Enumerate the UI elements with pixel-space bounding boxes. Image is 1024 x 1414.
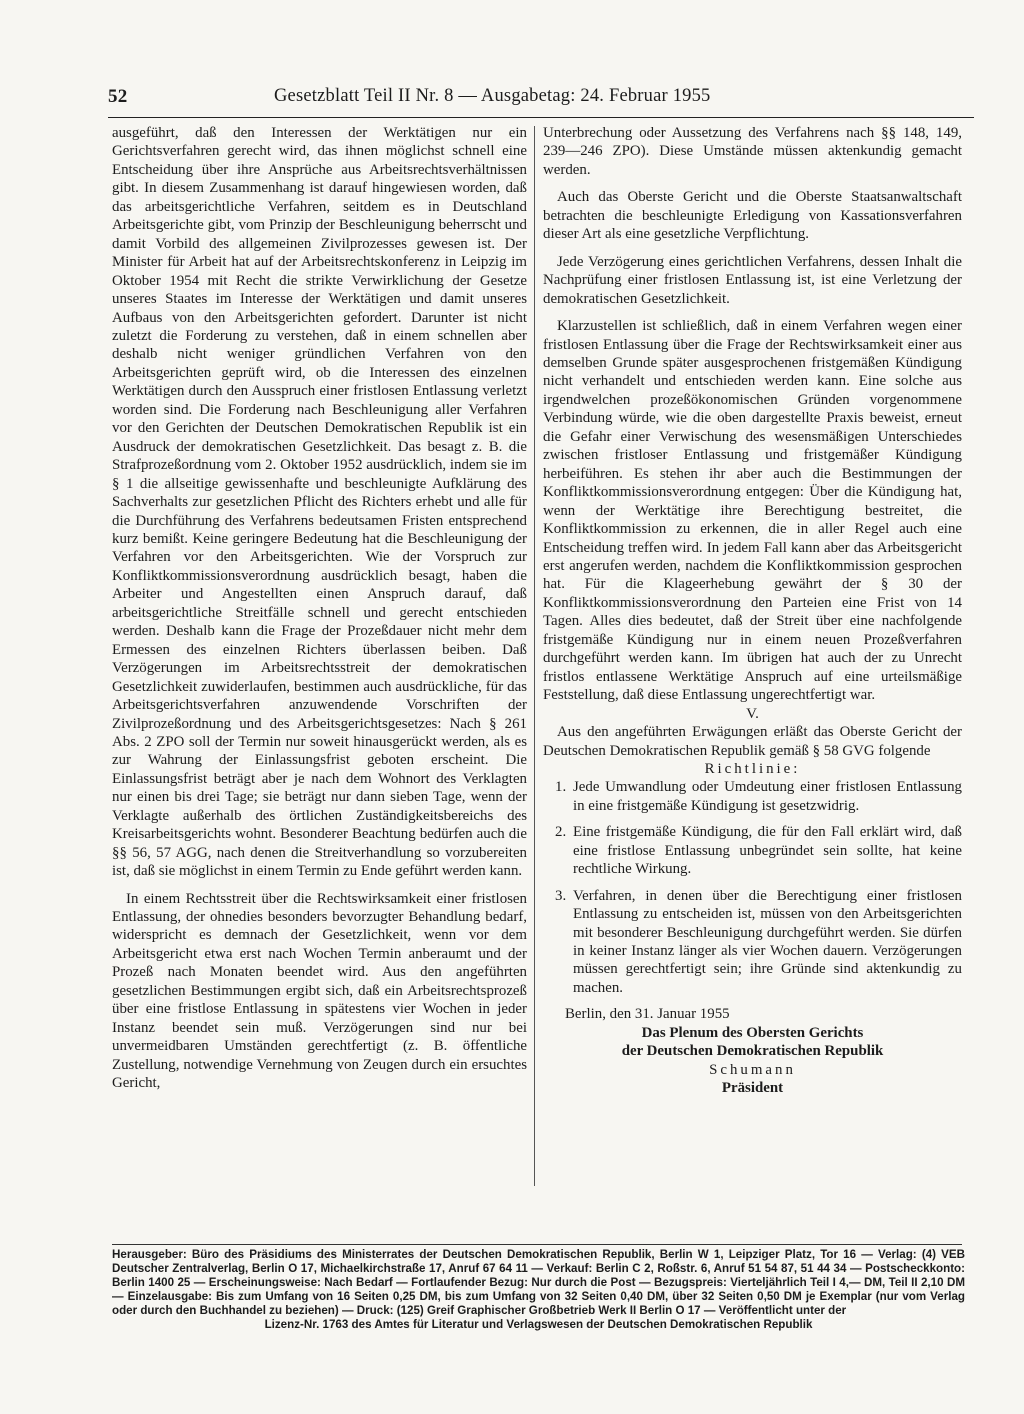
directive-item <box>543 823 962 878</box>
left-paragraph-1: ausgeführt, daß den Interessen der Werktätigen nur ein Gerichtsverfahren gerecht wird, das ihnen möglichst schnell eine Entscheidung über ihre Ansprüche aus Arbeitsrechtsverhältnissen gibt. In diesem Zusammenhang ist darauf hingewiesen worden, daß das arbeitsgerichtliche Verfahren, seitdem es in Deutschland Arbeitsgerichte gibt, vom Prinzip der Beschleunigung beherrscht und damit Vorbild des allgemeinen Zivilprozesses gewesen ist. Der Minister für Arbeit hat auf der Arbeitsrechtskonferenz in Leipzig im Oktober 1954 mit Recht die strikte Verwirklichung der Gesetze unseres Staates im Interesse der Werktätigen und damit unseres Aufbaus von den Arbeitsgerichten gefordert. Darunter ist nicht zuletzt die Forderung zu verstehen, daß in einem schnellen aber deshalb nicht weniger gründlichen Verfahren von den Arbeitsgerichten geprüft wird, ob die Interessen des einzelnen Werktätigen durch den Ausspruch einer fristlosen Entlassung verletzt worden sind. Die Forderung nach Beschleunigung aller Verfahren vor den Gerichten der Deutschen Demokratischen Republik ist ein Ausdruck der demokratischen Gesetzlichkeit. Das besagt z. B. die Strafprozeßordnung vom 2. Oktober 1952 ausdrücklich, indem sie im § 1 die allseitige gewissenhafte und beschleunigte Aufklärung des Sachverhalts zur gesetzlichen Pflicht des Richters erhebt und alle für die Durchführung des Verfahrens bedeutsamen Fristen entsprechend kurz bemißt. Keine geringere Bedeutung hat die Beschleunigung der Verfahren vor den Arbeitsgerichten. Wie der Vorspruch zur Konfliktkommissionsverordnung ausdrücklich besagt, haben die Arbeiter und Angestellten einen Anspruch darauf, daß arbeitsgerichtliche Streitfälle schnell und gerecht entschieden werden. Deshalb kann die Frage der Prozeßdauer nicht mehr dem Ermessen des einzelnen Richters überlassen beiben. Daß Verzögerungen im Arbeitsrechtsstreit der demokratischen Gesetzlichkeit zuwiderlaufen, bestimmen auch ausdrückliche, für das Arbeitsgerichtsverfahren anzuwendende Vorschriften der Zivilprozeßordnung und des Arbeitsgerichtsgesetzes: Nach § 261 Abs. 2 ZPO soll der Termin nur soweit hinausgerückt werden, als es zur Wahrung der Einlassungsfrist geboten erscheint. Die Einlassungsfrist beträgt aber je nach dem Wohnort des Verklagten nur einen bis drei Tage; sie beträgt nur dann sieben Tage, wenn der Verklagte außerhalb des örtlichen Zuständigkeitsbereichs des Kreisarbeitsgerichts wohnt. Besonderer Beachtung bedürfen auch die §§ 56, 57 AGG, nach denen die Streitverhandlung so vorzubereiten ist, daß sie möglichst in einem Termin zu Ende geführt werden kann. <box>112 125 527 880</box>
left-paragraph-2: In einem Rechtsstreit über die Rechtswirksamkeit einer fristlosen Entlassung, der ohnedies besonders bevorzugter Behandlung bedarf, widerspricht es demnach der Gesetzlichkeit, wenn vor dem Arbeitsgericht etwa erst nach Wochen Termin anberaumt und der Prozeß nach Monaten beendet wird. Aus den angeführten gesetzlichen Bestimmungen ergibt sich, daß ein Arbeitsrechtsprozeß über eine fristlose Entlassung in spätestens vier Wochen in jeder Instanz beendet sein muß. Verzögerungen sind nur bei unvermeidbaren Umständen gerechtfertigt (z. B. öffentliche Zustellung, notwendige Vernehmung von Zeugen durch ein ersuchtes Gericht, <box>112 890 527 1092</box>
dateline: Berlin, den 31. Januar 1955 <box>565 1006 730 1023</box>
right-paragraph-3: Jede Verzögerung eines gerichtlichen Verfahrens, dessen Inhalt die Nachprüfung einer fristlosen Entlassung ist, ist eine Verletzung der demokratischen Gesetzlichkeit. <box>543 253 962 307</box>
signature-line-1: Das Plenum des Obersten Gerichts <box>641 1024 864 1041</box>
header-rule <box>108 117 974 118</box>
imprint-footer <box>112 1248 965 1331</box>
page-number: 52 <box>108 86 128 107</box>
directive-text: Jede Umwandlung oder Umdeutung einer fristlosen Entlassung in eine fristgemäße Kündigung ist gesetzwidrig. <box>573 779 962 814</box>
gazette-title: Gesetzblatt Teil II Nr. 8 — Ausgabetag: 24. Februar 1955 <box>274 86 711 106</box>
directive-item <box>543 887 962 998</box>
right-column <box>543 124 962 1098</box>
directive-list <box>543 778 962 997</box>
footer-rule <box>112 1244 962 1245</box>
section-intro: Aus den angeführten Erwägungen erläßt das Oberste Gericht der Deutschen Demokratischen Republik gemäß § 58 GVG folgende <box>543 724 962 759</box>
right-paragraph-2: Auch das Oberste Gericht und die Oberste Staatsanwaltschaft betrachten die beschleunigte Erledigung von Kassationsverfahren dieser Art als eine gesetzliche Verpflichtung. <box>543 189 962 243</box>
license-line: Lizenz-Nr. 1763 des Amtes für Literatur und Verlagswesen der Deutschen Demokratischen Republik <box>264 1317 813 1331</box>
signature-line-2: der Deutschen Demokratischen Republik <box>621 1043 884 1060</box>
signatory-name: Schumann <box>709 1061 796 1078</box>
richtlinie-heading: Richtlinie: <box>704 760 801 777</box>
imprint-text: Herausgeber: Büro des Präsidiums des Ministerrates der Deutschen Demokratischen Republik, Berlin W 1, Leipziger Platz, Tor 16 — Verlag: (4) VEB Deutscher Zentralverlag, Berlin O 17, Michaelkirchstraße 17, Anruf 67 64 11 — Verkauf: Berlin C 2, Roßstr. 6, Anruf 51 54 87, 51 44 34 — Postscheckkonto: Berlin 1400 25 — Erscheinungsweise: Nach Bedarf — Fortlaufender Bezug: Nur durch die Post — Bezugspreis: Vierteljährlich Teil I 4,— DM, Teil II 2,10 DM — Einzelausgabe: Bis zum Umfang von 16 Seiten 0,25 DM, bis zum Umfang von 32 Seiten 0,40 DM, über 32 Seiten 0,50 DM je Exemplar (nur vom Verlag oder durch den Buchhandel zu beziehen) — Druck: (125) Greif Graphischer Großbetrieb Werk II Berlin O 17 — Veröffentlicht unter der <box>112 1248 965 1317</box>
directive-number: 3. <box>555 887 567 904</box>
right-paragraph-4: Klarzustellen ist schließlich, daß in einem Verfahren wegen einer fristlosen Entlassung über die Frage der Rechtswirksamkeit einer aus demselben Grunde später ausgesprochenen fristgemäßen Kündigung nicht verhandelt und entschieden werden kann. Eine solche aus irgendwelchen prozeßökonomischen Gründen vorgenommene Verbindung würde, wie die oben dargestellte Praxis beweist, erneut die Gefahr einer Verwischung des wesensmäßigen Unterschiedes zwischen fristloser Entlassung und fristgemäßer Kündigung herbeiführen. Es stehen ihr aber auch die Bestimmungen der Konfliktkommissionsverordnung entgegen: Über die Kündigung hat, wenn der Werktätige ihre Berechtigung bestreitet, die Konfliktkommission zu erkennen, die in aller Regel auch eine Entscheidung treffen wird. In jedem Fall kann aber das Arbeitsgericht erst angerufen werden, nachdem die Konfliktkommission gesprochen hat. Für die Klageerhebung gewährt der § 30 der Konfliktkommissionsverordnung den Parteien eine Frist von 14 Tagen. Alles dies bedeutet, daß der Streit über eine nachfolgende fristgemäße Kündigung nur in einem neuen Prozeßverfahren durchgeführt werden kann. Im übrigen hat auch der zu Unrecht fristlos entlassene Werktätige Anspruch auf eine urteilsmäßige Feststellung, daß diese Entlassung ungerechtfertigt war. <box>543 318 962 704</box>
column-divider <box>534 126 535 1186</box>
directive-number: 1. <box>555 779 567 796</box>
section-number: V. <box>746 705 759 722</box>
directive-item <box>543 778 962 815</box>
directive-text: Verfahren, in denen über die Berechtigung einer fristlosen Entlassung zu entscheiden ist, müssen von den Arbeitsgerichten mit besonderer Beschleunigung durchgeführt werden. Sie dürfen in keiner Instanz länger als vier Wochen dauern. Verzögerungen müssen gerechtfertigt sein; ihre Gründe sind aktenkundig zu machen. <box>573 887 962 996</box>
directive-number: 2. <box>555 824 567 841</box>
right-paragraph-1: Unterbrechung oder Aussetzung des Verfahrens nach §§ 148, 149, 239—246 ZPO). Diese Umstände müssen aktenkundig gemacht werden. <box>543 125 962 178</box>
page-header <box>108 86 974 116</box>
signature-block <box>543 1024 962 1098</box>
signatory-role: Präsident <box>721 1080 784 1097</box>
directive-text: Eine fristgemäße Kündigung, die für den Fall erklärt wird, daß eine fristlose Entlassung unbegründet sein sollte, hat keine rechtliche Wirkung. <box>573 824 962 878</box>
left-column <box>112 124 527 1093</box>
